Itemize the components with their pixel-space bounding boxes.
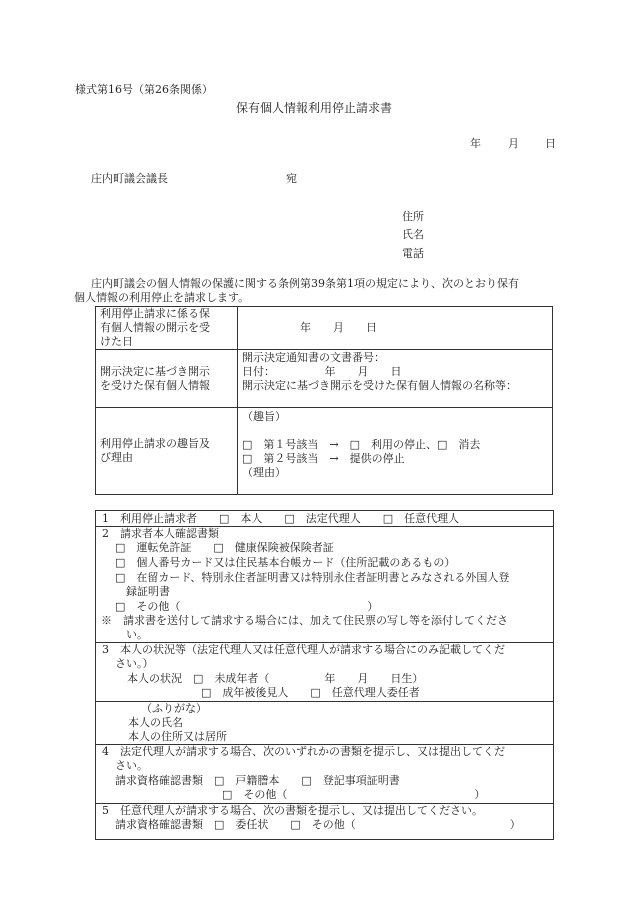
- applicant-address-label: 住所: [402, 210, 424, 223]
- label-text: けた日: [100, 335, 133, 348]
- id-option-license[interactable]: □ 運転免許証 □ 健康保険被保険者証: [115, 541, 334, 554]
- label-text: を受けた保有個人情報: [100, 378, 210, 392]
- id-documents-title: 2 請求者本人確認書類: [102, 527, 219, 540]
- principal-status-ward[interactable]: □ 成年被後見人 □ 任意代理人委任者: [201, 686, 420, 699]
- legal-agent-documents[interactable]: 請求資格確認書類 □ 戸籍謄本 □ 登記事項証明書: [115, 774, 400, 787]
- disclosure-date-row: [96, 307, 553, 350]
- disclosed-info-field[interactable]: [238, 350, 553, 408]
- date-placeholder: 年 月 日: [300, 321, 377, 334]
- id-option-residence-card[interactable]: □ 在留カード、特別永住者証明書又は特別永住者証明書とみなされる外国人登: [115, 571, 510, 584]
- label-text: び理由: [100, 451, 133, 464]
- principal-name-label: 本人の氏名: [128, 716, 183, 729]
- form-number: 様式第16号（第26条関係）: [75, 83, 213, 96]
- date-month: 月: [508, 137, 519, 150]
- purpose-option-2[interactable]: □ 第２号該当 → 提供の停止: [242, 452, 405, 465]
- purpose-reason-row: [96, 408, 553, 495]
- requester-type-line[interactable]: 1 利用停止請求者 □ 本人 □ 法定代理人 □ 任意代理人: [102, 512, 460, 525]
- intro-line-2: 個人情報の利用停止を請求します。: [74, 291, 250, 304]
- disclosed-info-name-label: 開示決定に基づき開示を受けた保有個人情報の名称等：: [242, 379, 517, 392]
- principal-status-title-1: 3 本人の状況等（法定代理人又は任意代理人が請求する場合にのみ記載してくだ: [102, 643, 505, 656]
- principal-furigana-label: （ふりがな）: [141, 702, 207, 715]
- addressee-honorific: 宛: [286, 172, 297, 185]
- purpose-reason-label: [96, 408, 238, 495]
- voluntary-agent-documents[interactable]: 請求資格確認書類 □ 委任状 □ その他（ ）: [115, 818, 521, 831]
- legal-agent-title-2: さい。: [115, 759, 148, 772]
- disclosed-info-row: [96, 350, 553, 408]
- id-note-line-2: い。: [126, 628, 148, 641]
- legal-agent-title-1: 4 法定代理人が請求する場合、次のいずれかの書類を提示し、又は提出してくだ: [102, 745, 505, 758]
- reason-heading: （理由）: [242, 466, 286, 479]
- principal-address-label: 本人の住所又は居所: [128, 730, 227, 743]
- id-option-residence-card-cont: 録証明書: [126, 585, 170, 598]
- date-day: 日: [545, 137, 556, 150]
- principal-status-title-2: さい。）: [115, 657, 154, 670]
- id-note-line-1: ※ 請求書を送付して請求する場合には、加えて住民票の写し等を添付してくださ: [101, 614, 508, 627]
- label-text: 開示決定に基づき開示: [100, 364, 210, 378]
- notice-date-label: 日付： 年 月 日: [242, 365, 402, 378]
- label-text: 有個人情報の開示を受: [100, 321, 210, 334]
- label-text: 利用停止請求に係る保: [100, 307, 210, 320]
- voluntary-agent-title: 5 任意代理人が請求する場合、次の書類を提示し、又は提出してください。: [102, 804, 483, 817]
- disclosure-date-field[interactable]: [238, 307, 553, 350]
- applicant-name-label: 氏名: [402, 228, 424, 241]
- date-year: 年: [470, 137, 481, 150]
- principal-status-minor[interactable]: 本人の状況 □ 未成年者（ 年 月 日生）: [127, 672, 424, 685]
- addressee: 庄内町議会議長: [91, 172, 168, 185]
- disclosed-info-label: [96, 350, 238, 408]
- purpose-option-1[interactable]: □ 第１号該当 → □ 利用の停止、□ 消去: [242, 438, 481, 451]
- intro-line-1: 庄内町議会の個人情報の保護に関する条例第39条第1項の規定により、次のとおり保有: [91, 277, 519, 290]
- legal-agent-other[interactable]: □ その他（ ）: [222, 788, 486, 801]
- purpose-reason-field[interactable]: [238, 408, 553, 495]
- form-title: 保有個人情報利用停止請求書: [236, 101, 393, 115]
- requester-info-box: [95, 510, 554, 840]
- applicant-phone-label: 電話: [402, 247, 424, 260]
- disclosure-date-label: [96, 307, 238, 350]
- id-option-other[interactable]: □ その他（ ）: [115, 600, 379, 613]
- purpose-heading: （趣旨）: [242, 410, 286, 423]
- id-option-number-card[interactable]: □ 個人番号カード又は住民基本台帳カード（住所記載のあるもの）: [115, 556, 456, 569]
- label-text: 利用停止請求の趣旨及: [100, 437, 210, 450]
- request-details-table: [95, 306, 553, 495]
- notice-number-label: 開示決定通知書の文書番号：: [242, 351, 385, 364]
